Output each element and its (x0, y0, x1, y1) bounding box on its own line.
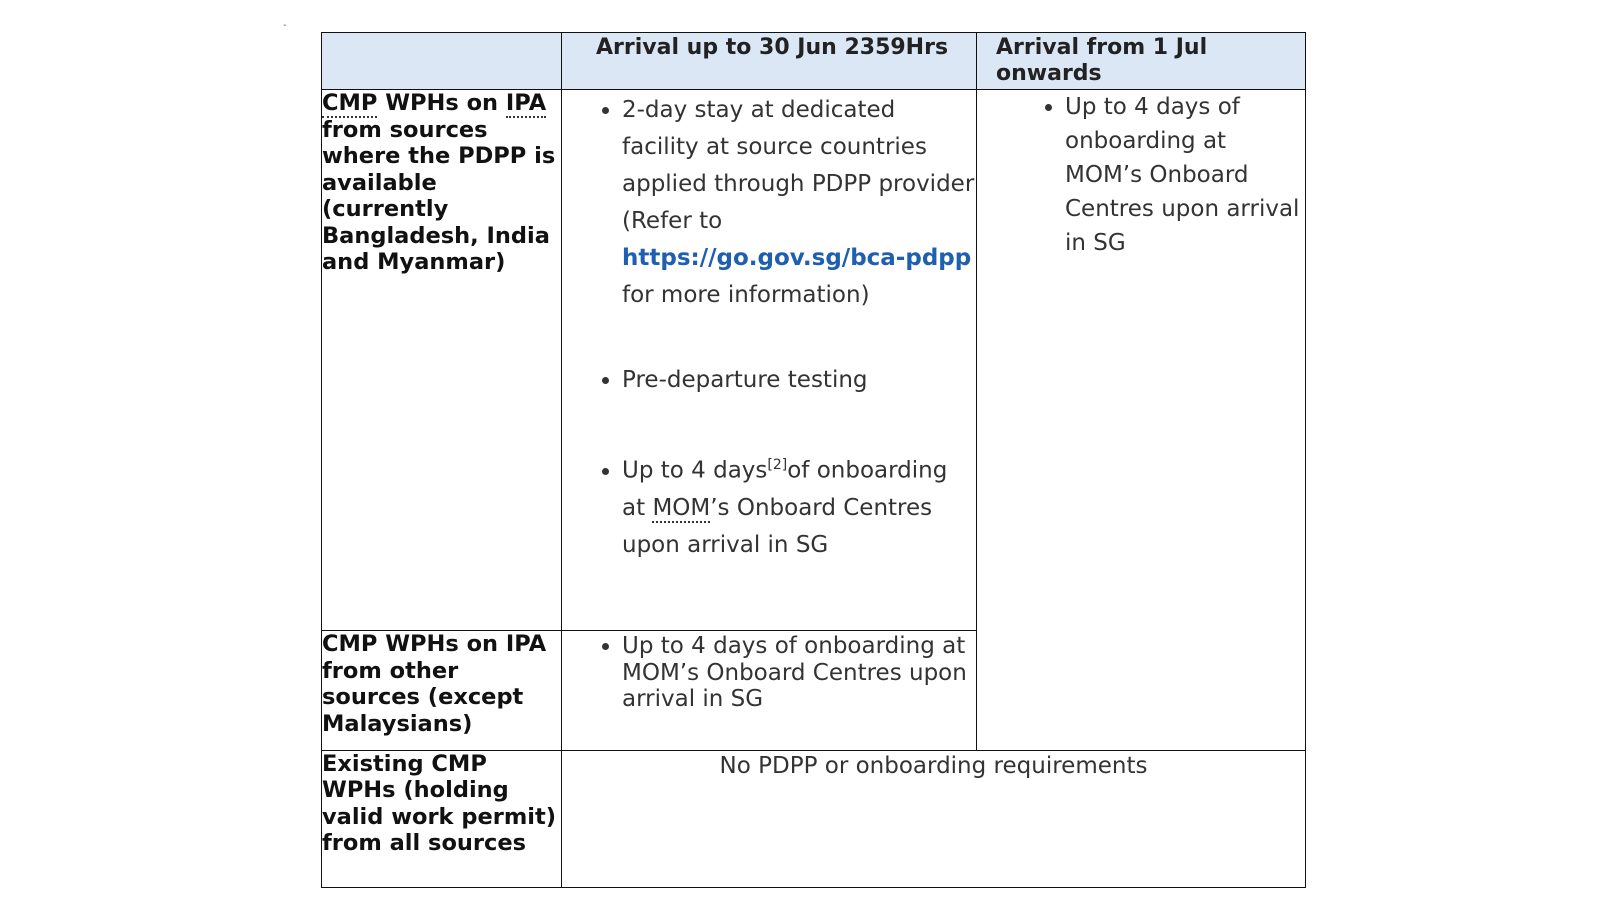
cell-from-1-jul-onboarding (977, 90, 1306, 751)
stray-mark: - (283, 20, 287, 31)
list-item: • Pre-departure testing (622, 362, 976, 399)
table-row (322, 750, 1306, 887)
abbr-ipa: IPA (505, 90, 547, 117)
bullet-text: ’s Onboard Centres upon arrival in SG (622, 494, 933, 558)
bullet-text: 2-day stay at dedicated facility at source countries applied through PDPP provider (Refer to (622, 97, 975, 235)
bullet-text: Up to 4 days (622, 457, 768, 484)
abbr-mom: MOM (652, 494, 711, 521)
cell-no-requirements: No PDPP or onboarding requirements (562, 750, 1306, 887)
requirements-table (321, 32, 1306, 888)
bca-pdpp-link[interactable]: https://go.gov.sg/bca-pdpp (622, 245, 972, 272)
list-item (622, 92, 976, 314)
list-item (622, 447, 976, 564)
footnote-ref[interactable]: [2] (767, 457, 788, 474)
abbr-cmp: CMP (322, 90, 378, 117)
row-label-existing-wphs: Existing CMP WPHs (holding valid work permit) from all sources (322, 750, 562, 887)
table-row (322, 90, 1306, 631)
cell-pdpp-before-1-jul (562, 90, 977, 631)
label-text: WPHs on (377, 90, 506, 117)
header-arrival-from-1-jul: Arrival from 1 Jul onwards (977, 33, 1306, 90)
bullet-text: for more information) (622, 282, 870, 309)
bullet-text: of onboarding at (622, 457, 948, 521)
label-text: from sources where the PDPP is available (currently Bangladesh, India and Myanmar) (322, 116, 556, 276)
header-empty-cell (322, 33, 562, 90)
header-row (322, 33, 1306, 90)
row-label-other-sources: CMP WPHs on IPA from other sources (except Malaysians) (322, 631, 562, 750)
header-arrival-up-to-30-jun: Arrival up to 30 Jun 2359Hrs (562, 33, 977, 90)
cell-other-before-1-jul (562, 631, 977, 750)
row-label-pdpp-sources (322, 90, 562, 631)
list-item: • Up to 4 days of onboarding at MOM’s Onboard Centres upon arrival in SG (1065, 90, 1305, 260)
list-item: • Up to 4 days of onboarding at MOM’s Onboard Centres upon arrival in SG (622, 633, 976, 713)
